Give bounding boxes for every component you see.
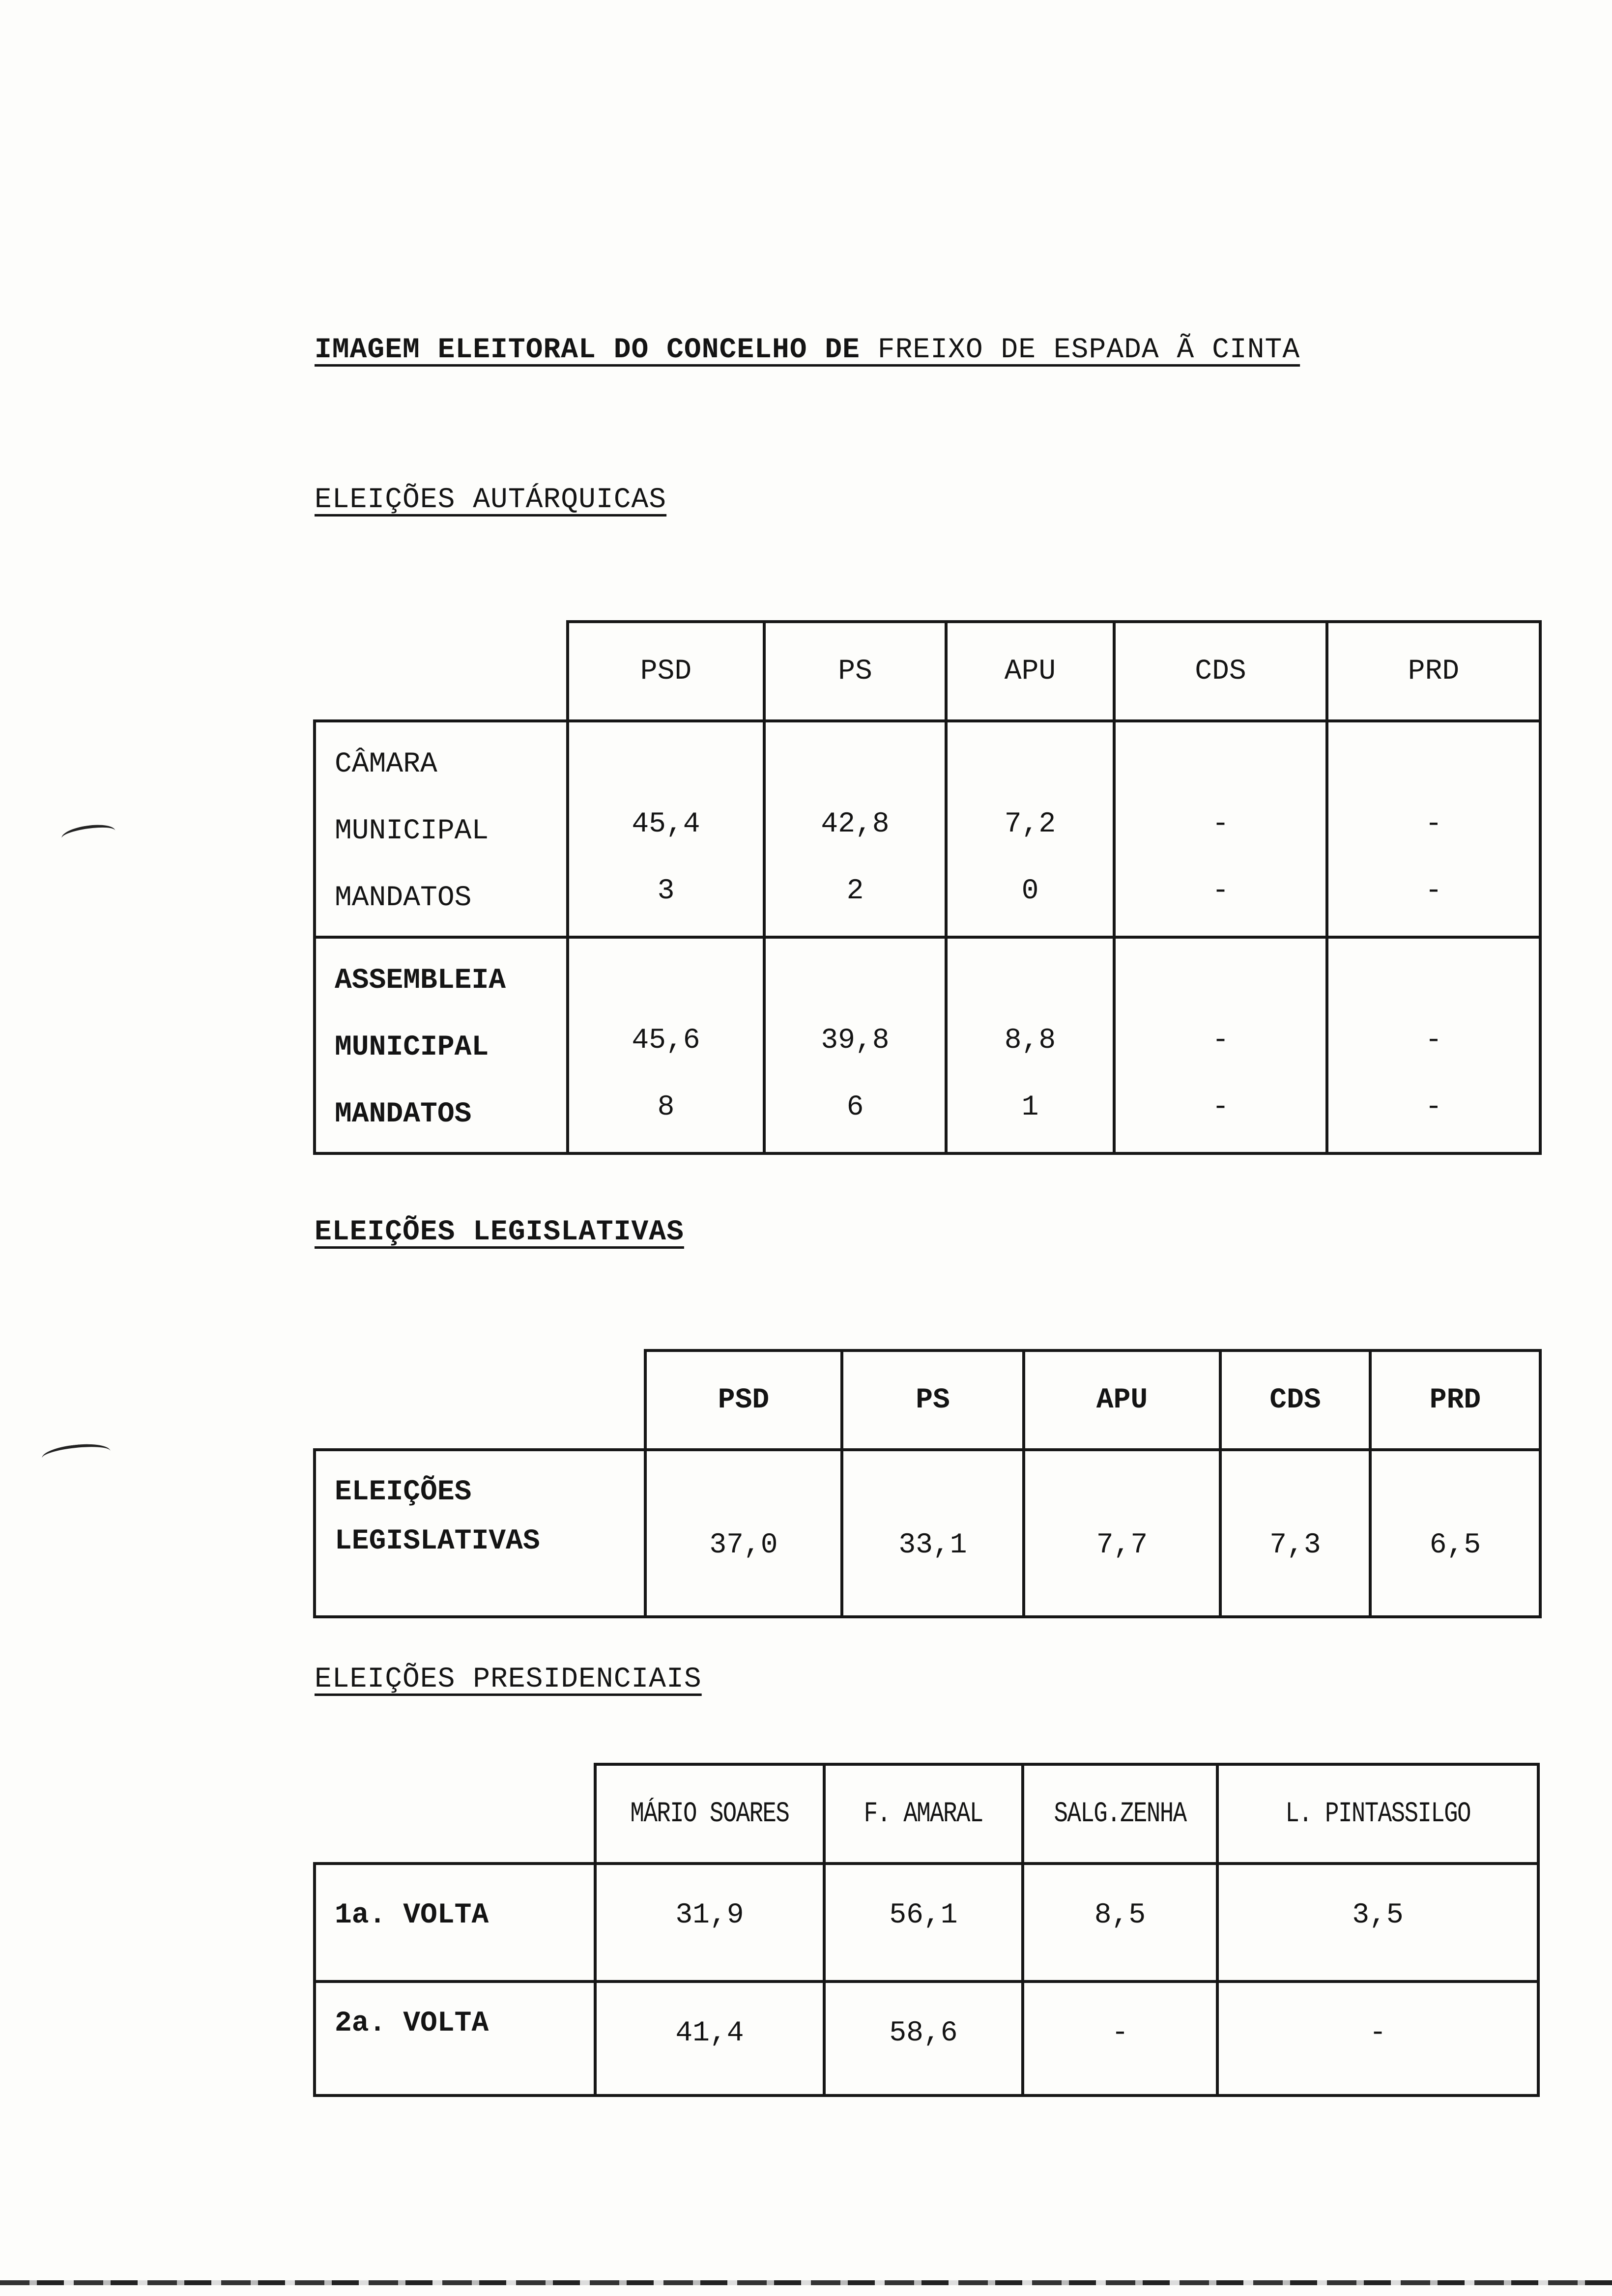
cell-percent: 45,6 [632,1025,700,1057]
table-cell: 7,7 [1024,1450,1220,1617]
table-corner [315,1350,645,1450]
row-label-line: MUNICIPAL [335,1032,489,1063]
column-header: PRD [1327,622,1540,721]
table-cell [946,937,1114,1153]
table-cell [764,937,946,1153]
cell-percent: 45,4 [632,808,700,840]
table-row-volta2 [315,1981,1538,2095]
section-heading-autarquicas: ELEIÇÕES AUTÁRQUICAS [315,484,667,516]
column-header: PS [842,1350,1024,1450]
cell-mandatos: 6 [846,1091,864,1123]
cell-mandatos: 2 [846,875,864,907]
table-cell [1114,721,1327,937]
section-heading-legislativas: ELEIÇÕES LEGISLATIVAS [315,1216,684,1248]
column-header [1217,1764,1538,1864]
cell-percent: 8,8 [1004,1025,1056,1057]
table-corner [315,1764,595,1864]
table-cell [946,721,1114,937]
cell-mandatos: - [1425,875,1442,907]
punch-hole-mark [60,822,116,847]
cell-mandatos: - [1212,875,1229,907]
row-label-assembleia [315,937,568,1153]
section-heading-presidenciais: ELEIÇÕES PRESIDENCIAIS [315,1664,702,1695]
table-presidenciais [313,1763,1540,2097]
column-header [824,1764,1023,1864]
column-header: CDS [1220,1350,1370,1450]
table-cell: 41,4 [595,1981,824,2095]
row-label-line: MANDATOS [335,882,472,914]
table-corner [315,622,568,721]
table-cell [1327,721,1540,937]
table-cell: - [1023,1981,1217,2095]
row-label-volta2: 2a. VOLTA [315,1981,595,2095]
page-title-part1: IMAGEM ELEITORAL DO CONCELHO DE [315,334,860,366]
column-header: APU [946,622,1114,721]
scan-edge [0,2280,1612,2285]
cell-percent: 42,8 [821,808,890,840]
cell-mandatos: 8 [657,1091,675,1123]
table-row-assembleia [315,937,1540,1153]
row-label-legislativas [315,1450,645,1617]
cell-percent: - [1212,1025,1229,1057]
table-cell: 6,5 [1370,1450,1540,1617]
table-cell: 8,5 [1023,1864,1217,1981]
row-label-line: MANDATOS [335,1098,472,1130]
column-header [1023,1764,1217,1864]
row-label-line: MUNICIPAL [335,815,489,847]
column-header: PSD [645,1350,842,1450]
table-cell: 37,0 [645,1450,842,1617]
column-header-text: F. AMARAL [864,1798,983,1830]
column-header: PRD [1370,1350,1540,1450]
cell-mandatos: 1 [1021,1091,1039,1123]
cell-percent: - [1425,1025,1442,1057]
table-row-volta1 [315,1864,1538,1981]
table-cell [1327,937,1540,1153]
punch-hole-mark [41,1441,111,1468]
table-cell [568,937,764,1153]
table-cell: 33,1 [842,1450,1024,1617]
row-label-camara [315,721,568,937]
table-legislativas [313,1349,1542,1618]
table-cell: 31,9 [595,1864,824,1981]
column-header: APU [1024,1350,1220,1450]
table-autarquicas [313,620,1542,1155]
table-cell: 3,5 [1217,1864,1538,1981]
cell-mandatos: 0 [1021,875,1039,907]
cell-mandatos: 3 [657,875,675,907]
table-cell: 56,1 [824,1864,1023,1981]
row-label-line: CÂMARA [335,748,437,780]
table-cell: - [1217,1981,1538,2095]
table-cell [764,721,946,937]
row-label-line: LEGISLATIVAS [335,1525,540,1557]
cell-mandatos: - [1212,1091,1229,1123]
cell-percent: - [1212,808,1229,840]
column-header [595,1764,824,1864]
column-header-text: MÁRIO SOARES [630,1798,789,1830]
page-title-part2: FREIXO DE ESPADA Ã CINTA [860,334,1300,366]
cell-percent: 7,2 [1004,808,1056,840]
page-title [315,334,1300,366]
column-header-text: L. PINTASSILGO [1285,1798,1470,1830]
row-label-volta1: 1a. VOLTA [315,1864,595,1981]
table-cell: 58,6 [824,1981,1023,2095]
column-header: PSD [568,622,764,721]
table-cell: 7,3 [1220,1450,1370,1617]
table-row-legislativas [315,1450,1540,1617]
column-header: PS [764,622,946,721]
column-header: CDS [1114,622,1327,721]
table-cell [1114,937,1327,1153]
row-label-line: ASSEMBLEIA [335,965,506,997]
column-header-text: SALG.ZENHA [1054,1798,1186,1830]
cell-percent: 39,8 [821,1025,890,1057]
table-cell [568,721,764,937]
row-label-line: ELEIÇÕES [335,1476,472,1508]
table-row-camara [315,721,1540,937]
cell-percent: - [1425,808,1442,840]
cell-mandatos: - [1425,1091,1442,1123]
